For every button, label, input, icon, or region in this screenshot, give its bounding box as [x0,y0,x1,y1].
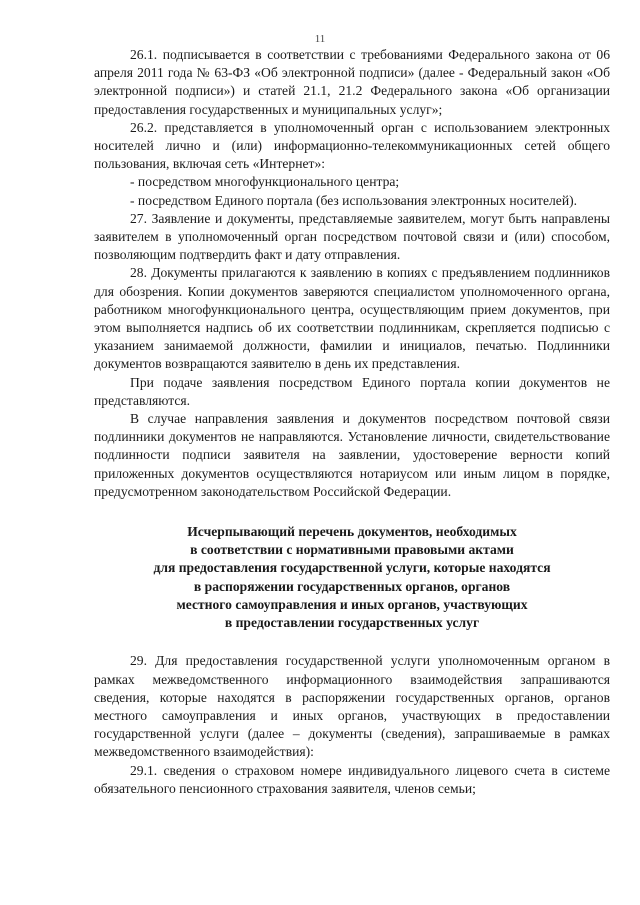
list-item-mfc: - посредством многофункционального центра; [130,174,400,190]
paragraph-29: 29. Для предоставления государственной услуги уполномоченным органом в рамках межведомственного информационного взаимодействия запрашиваются сведения, которые находятся в распоряжении государственных органов, органов местного самоуправления и иных органов, участвующих в предоставлении государственной услуги (далее – документы (сведения), запрашиваемые в рамках межведомственного взаимодействия): [94,653,610,760]
paragraph-26-1: 26.1. подписывается в соответствии с требованиями Федерального закона от 06 апреля 2011 года № 63-ФЗ «Об электронной подписи» (далее - Федеральный закон «Об электронной подписи») и статей 21.1, 21.2 Федерального закона «Об организации предоставления государственных и муниципальных услуг»; [94,47,610,117]
section-heading-line: местного самоуправления и иных органов, участвующих [176,596,528,612]
section-heading [94,523,610,632]
paragraph-portal-copies: При подаче заявления посредством Единого портала копии документов не представляются. [94,374,610,408]
section-heading-line: для предоставления государственной услуги, которые находятся [153,560,551,576]
paragraph-postal: В случае направления заявления и документов посредством почтовой связи подлинники документов не направляются. Установление личности, свидетельствование подлинности подписи заявителя на заявлении, удостоверение верности копий приложенных документов осуществляются нотариусом или иным лицом в порядке, предусмотренном законодательством Российской Федерации. [94,411,610,499]
section-heading-line: в соответствии с нормативными правовыми актами [190,542,514,558]
paragraph-26-2: 26.2. представляется в уполномоченный орган с использованием электронных носителей лично и (или) информационно-телекоммуникационных сетей общего пользования, включая сеть «Интернет»: [94,119,610,172]
document-body [94,46,610,798]
page-number: 11 [314,33,326,45]
section-heading-line: в распоряжении государственных органов, органов [193,578,511,594]
section-heading-line: в предоставлении государственных услуг [224,615,480,631]
paragraph-27: 27. Заявление и документы, представляемые заявителем, могут быть направлены заявителем в уполномоченный орган посредством почтовой связи и (или) способом, позволяющим подтвердить факт и дату отправления. [94,210,610,263]
paragraph-28: 28. Документы прилагаются к заявлению в копиях с предъявлением подлинников для обозрения. Копии документов заверяются специалистом уполномоченного органа, работником многофункционального центра, осуществляющим прием документов, при этом выполняется надпись об их соответствии подлинникам, скрепляется подписью с указанием занимаемой должности, фамилии и инициалов, печатью. Подлинники документов возвращаются заявителю в день их представления. [94,265,610,372]
list-item-portal: - посредством Единого портала (без использования электронных носителей). [130,192,578,208]
paragraph-29-1: 29.1. сведения о страховом номере индивидуального лицевого счета в системе обязательного пенсионного страхования заявителя, членов семьи; [94,762,610,796]
section-heading-line: Исчерпывающий перечень документов, необходимых [187,524,517,540]
